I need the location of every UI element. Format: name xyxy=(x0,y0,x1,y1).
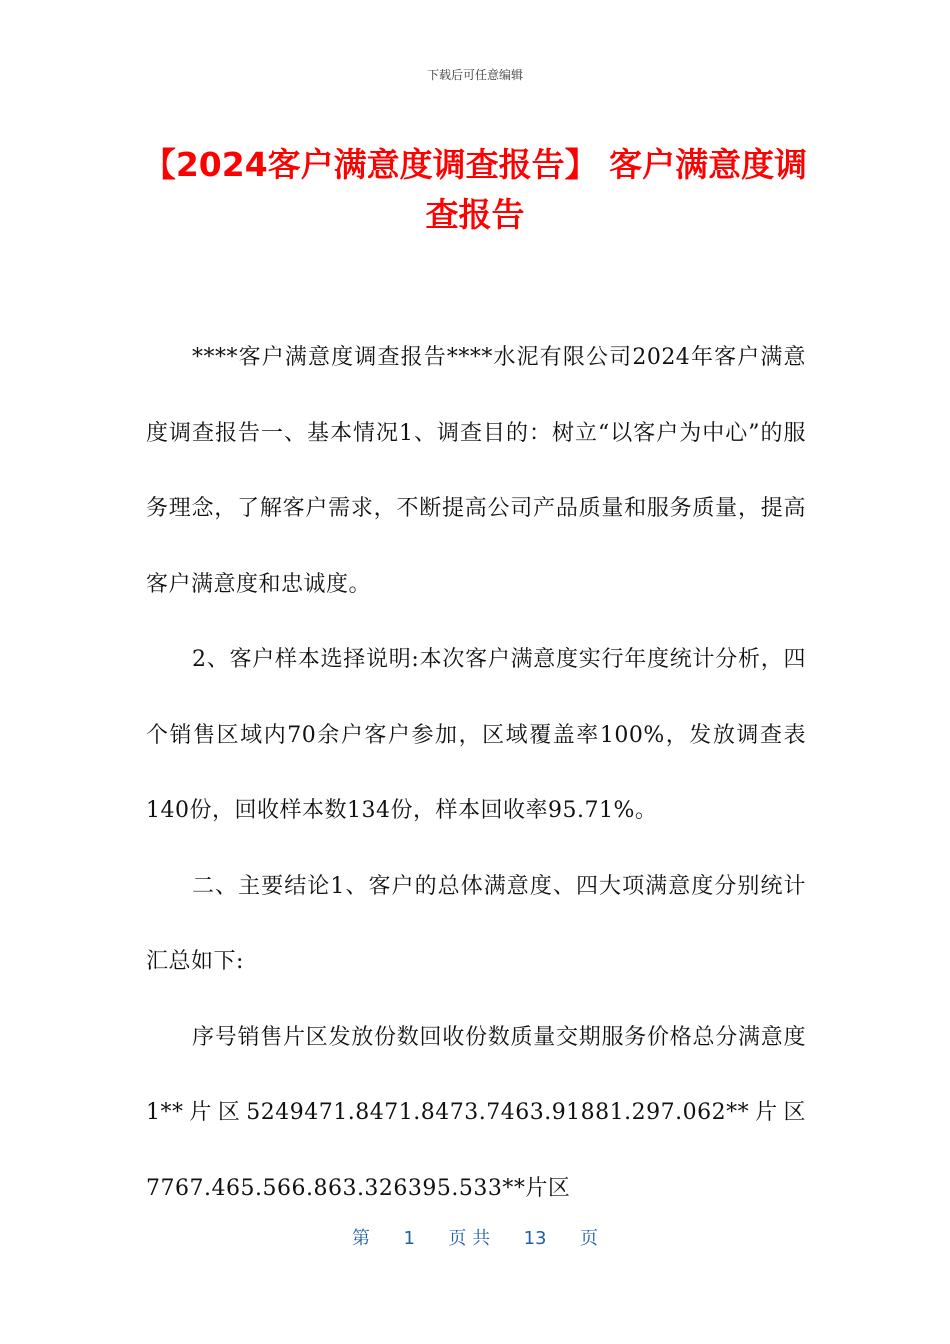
paragraph-2: 2、客户样本选择说明:本次客户满意度实行年度统计分析，四个销售区域内70余户客户参加，区域覆盖率100%，发放调查表140份，回收样本数134份，样本回收率95.71%。 xyxy=(146,647,806,823)
document-body xyxy=(146,320,806,1226)
footer-middle: 页 共 xyxy=(448,1228,491,1249)
header-note: 下载后可任意编辑 xyxy=(426,68,523,82)
footer-page-total: 13 xyxy=(523,1228,547,1249)
document-title: 【2024客户满意度调查报告】 客户满意度调查报告 xyxy=(142,145,808,234)
footer-prefix: 第 xyxy=(352,1228,371,1249)
paragraph-4: 序号销售片区发放份数回收份数质量交期服务价格总分满意度1**片区5249471.8471.8473.7463.91881.297.062**片区7767.465.566.863.326395.533**片区 xyxy=(146,1024,806,1201)
footer-suffix: 页 xyxy=(579,1228,598,1249)
paragraph-1: ****客户满意度调查报告****水泥有限公司2024年客户满意度调查报告一、基本情况1、调查目的：树立“以客户为中心”的服务理念，了解客户需求，不断提高公司产品质量和服务质量，提高客户满意度和忠诚度。 xyxy=(146,345,806,597)
paragraph-3: 二、主要结论1、客户的总体满意度、四大项满意度分别统计汇总如下: xyxy=(146,873,806,974)
footer-page-current: 1 xyxy=(403,1228,415,1249)
page-footer xyxy=(0,1224,950,1250)
